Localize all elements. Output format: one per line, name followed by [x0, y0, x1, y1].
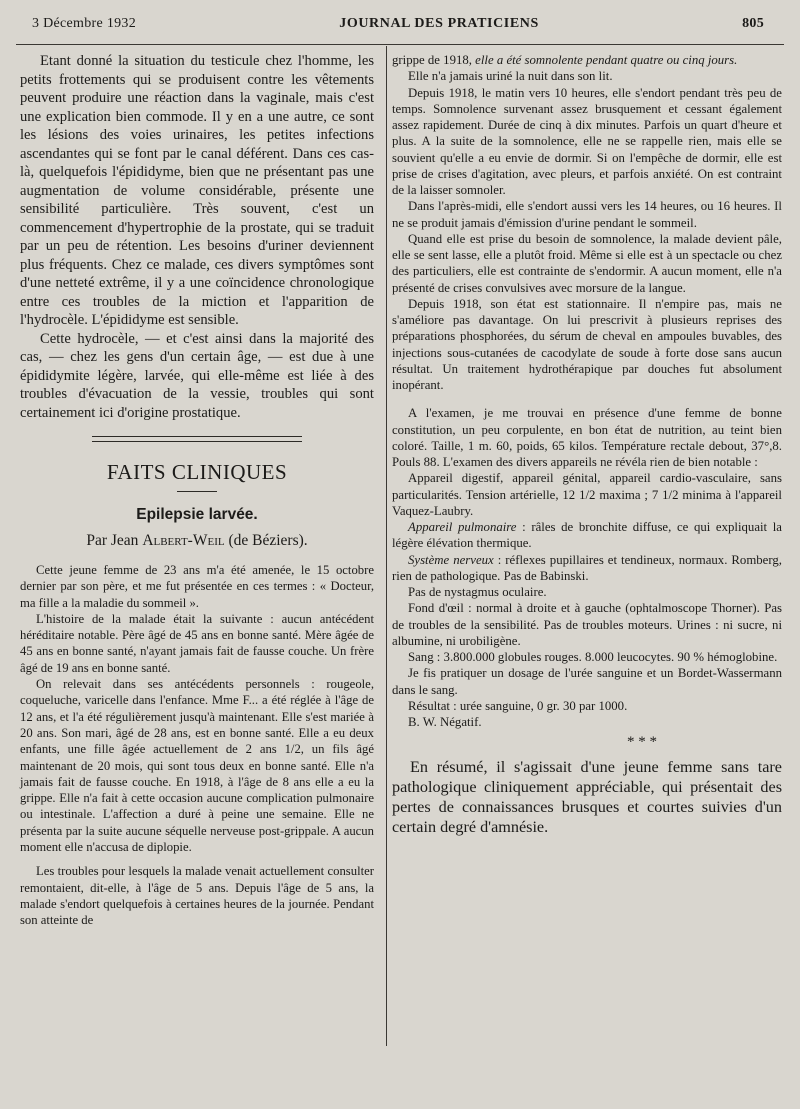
exam-paragraph-2: Appareil digestif, appareil génital, appareil cardio-vasculaire, sans particularités. Tension artérielle, 12 1/2 maxima ; 7 1/2 minima à l'appareil Vaquez-Laubry. — [392, 471, 782, 518]
summary-text — [392, 757, 782, 837]
section-separator — [92, 436, 302, 442]
troubles-paragraph: Les troubles pour lesquels la malade venait actuellement consulter remontaient, dit-elle, à l'âge de 5 ans. Depuis l'âge de 5 ans, la malade s'endort quelquefois à certaines heures de la journée. Pendant son atteinte de — [20, 864, 374, 928]
lab-paragraph: Sang : 3.800.000 globules rouges. 8.000 leucocytes. 90 % hémoglobine. — [408, 650, 778, 664]
header-rule — [16, 44, 784, 45]
nerveux-text: : réflexes pupillaires et tendineux, normaux. Romberg, rien de pathologique. Pas de Babinski. — [392, 552, 782, 583]
intro-paragraph: Etant donné la situation du testicule chez l'homme, les petits frottements qui se produisent contre les vêtements peuvent produire une réaction dans la vaginale, mais c'est une explication bien commode. Il y en a une autre, ce sont les lésions des voies urinaires, les petites infections ascendantes qui se font par le canal déférent. Dans ces cas-là, quelquefois l'épididyme, bien que ne présentant pas une augmentation de volume considérable, présente une sensibilité particulière. Très souvent, c'est un commencement d'hypertrophie de la prostate, qui se traduit par un peu de rétention. Les besoins d'uriner deviennent plus fréquents. Chez ce malade, ces divers symptômes sont d'une netteté extrême, il y a une coïncidence chronologique entre ces troubles de la miction et l'apparition de l'hydrocèle. L'épididyme est sensible. — [20, 53, 374, 328]
pulmonaire-paragraph — [392, 519, 782, 552]
case-paragraph: Cette jeune femme de 23 ans m'a été amenée, le 15 octobre dernier par son père, et me fut présentée en ces termes : « Docteur, ma fille a la maladie du sommeil ». — [20, 563, 374, 610]
pulmonaire-label: Appareil pulmonaire — [408, 520, 517, 534]
issue-date: 3 Décembre 1932 — [32, 16, 137, 31]
intro-text — [20, 52, 374, 422]
page-number: 805 — [742, 16, 764, 31]
case-paragraph: On relevait dans ses antécédents personnels : rougeole, coqueluche, varicelle dans l'enfance. Mme F... a été réglée à l'âge de 12 ans, et l'a été régulièrement jusqu'à maintenant. Elle s'est mariée à 20 ans. Son mari, âgé de 28 ans, est en bonne santé. Elle a eu deux enfants, une fille âgée actuellement de 2 ans 1/2, un fils âgé maintenant de 20 mois, qui sont tous deux en bonne santé. Elle n'a jamais fait de fausse couche. En 1918, à l'âge de 8 ans elle a eu la grippe. Elle n'a fait à cette occasion aucune complication pulmonaire ou intestinale. L'affection a duré à peine une semaine. Elle ne présenta par la suite aucune séquelle nerveuse post-grippale. A aucun moment elle n'accusa de diplopie. — [20, 677, 374, 855]
lab-paragraph: B. W. Négatif. — [408, 715, 482, 729]
history-paragraph: Depuis 1918, le matin vers 10 heures, elle s'endort pendant très peu de temps. Somnolence survenant assez brusquement et cessant également assez rapidement. Durée de cinq à dix minutes. Parfois un quart d'heure et plus. A la suite de la somnolence, elle ne se rappelle rien, mais elle se souvient qu'elle a eu envie de dormir. Si on l'empêche de dormir, elle est prise de crises d'agitation, avec pleurs, et parfois anxiété. On est contraint de la laisser somnoler. — [392, 85, 782, 197]
journal-title: JOURNAL DES PRATICIENS — [339, 16, 539, 31]
nerveux-paragraph — [392, 552, 782, 585]
right-column — [392, 52, 782, 837]
byline-prefix: Par Jean — [86, 532, 139, 549]
lab-paragraph: Résultat : urée sanguine, 0 gr. 30 par 1000. — [408, 698, 628, 713]
article-title: Epilepsie larvée. — [136, 506, 258, 523]
history-text — [392, 52, 782, 730]
byline — [20, 532, 374, 550]
history-paragraph: Dans l'après-midi, elle s'endort aussi vers les 14 heures, ou 16 heures. Il ne se produit jamais d'émission d'urine pendant le sommeil. — [392, 199, 782, 230]
intro-paragraph: Cette hydrocèle, — et c'est ainsi dans la majorité des cas, — chez les gens d'un certain âge, — est due à une épididymite légère, larvée, qui elle-même est liée à des troubles d'évacuation de la vessie, troubles qui sont certainement ici d'origine prostatique. — [20, 330, 374, 421]
summary-paragraph: En résumé, il s'agissait d'une jeune femme sans tare pathologique cliniquement appréciable, qui présentait des pertes de connaissances brusques et courtes suivies d'un certain degré d'amnésie. — [392, 758, 782, 837]
lab-paragraph: Fond d'œil : normal à droite et à gauche (ophtalmoscope Thorner). Pas de troubles de la sensibilité. Pas de troubles moteurs. Urines : ni sucre, ni albumine, ni urobiligène. — [392, 601, 782, 648]
byline-author: Albert-Weil — [142, 532, 225, 549]
grippe-continuation — [392, 52, 782, 68]
history-paragraph: Elle n'a jamais uriné la nuit dans son lit. — [408, 69, 613, 84]
pulmonaire-text: : râles de bronchite diffuse, ce qui expliquait la légère élévation thermique. — [392, 520, 782, 551]
case-text — [20, 562, 374, 929]
section-title: FAITS CLINIQUES — [106, 460, 288, 484]
column-divider — [386, 46, 387, 1046]
history-paragraph: Quand elle est prise du besoin de somnolence, la malade devient pâle, elle se sent lasse, elle a plutôt froid. Même si elle est à un spectacle ou chez des particuliers, elle est contrainte de s'endormir. A aucun moment, elle n'a présenté de crises convulsives avec morsure de la langue. — [392, 231, 782, 295]
lab-paragraph: Je fis pratiquer un dosage de l'urée sanguine et un Bordet-Wassermann dans le sang. — [392, 666, 782, 697]
nerveux-label: Système nerveux — [408, 552, 494, 567]
lab-paragraph: Pas de nystagmus oculaire. — [408, 585, 547, 599]
section-stars: * * * — [627, 734, 657, 751]
section-title-rule — [177, 491, 217, 492]
byline-suffix: (de Béziers). — [228, 532, 308, 549]
history-paragraph: Depuis 1918, son état est stationnaire. Il n'empire pas, mais ne s'améliore pas davantage. On lui prescrivit à plusieurs reprises des préparations phosphorées, du sérum de cheval en ampoules buvables, des injections sous-cutanées de cacodylate de soude à forte dose sans aucun résultat. Un traitement hydrothérapique par douches fut absolument inopérant. — [392, 296, 782, 392]
exam-paragraph: A l'examen, je me trouvai en présence d'une femme de bonne constitution, un peu corpulente, en bon état de nutrition, au teint bien coloré. Taille, 1 m. 60, poids, 65 kilos. Température rectale debout, 37°,8. Pouls 88. L'examen des divers appareils ne révéla rien de bien notable : — [392, 406, 782, 469]
case-paragraph: L'histoire de la malade était la suivante : aucun antécédent héréditaire notable. Père âgé de 45 ans en bonne santé. Mère âgée de 45 ans en bonne santé, n'ayant jamais fait de fausse couche. Un frère âgé de 19 ans en bonne santé. — [20, 611, 374, 675]
left-column — [20, 52, 374, 929]
page-header — [32, 16, 764, 42]
grippe-italic: elle a été somnolente pendant quatre ou cinq jours. — [475, 53, 738, 67]
grippe-start: grippe de 1918, — [392, 53, 472, 67]
